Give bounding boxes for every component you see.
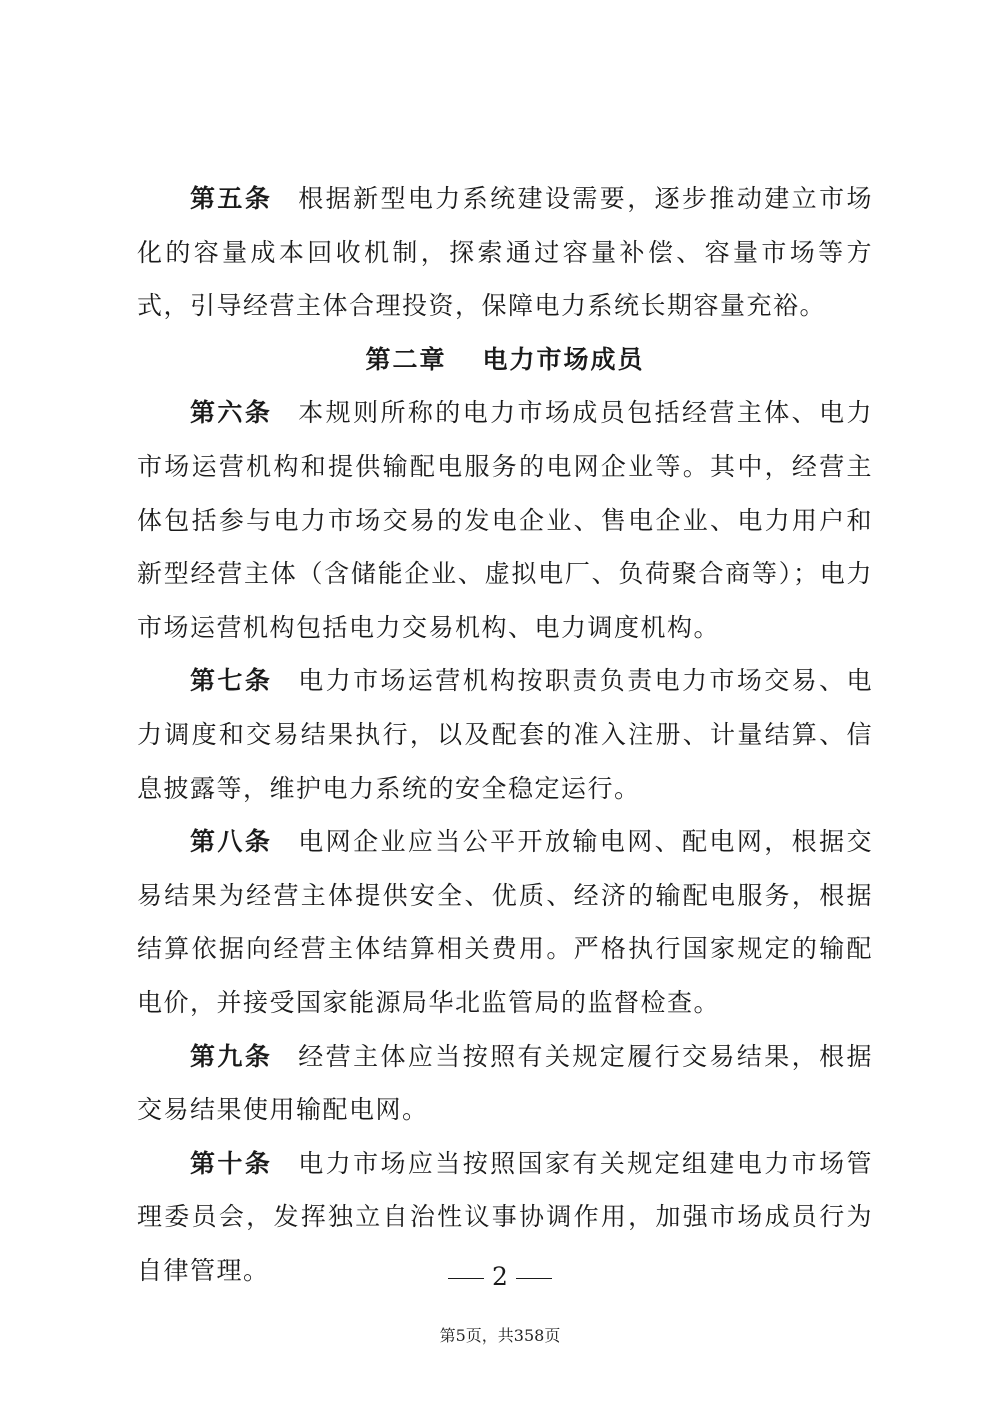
page-number-dash-right <box>516 1278 552 1279</box>
article-paragraph <box>137 654 873 815</box>
page-footer: 第5页，共358页 <box>439 1326 561 1345</box>
article-paragraph <box>137 386 873 654</box>
page-number-value: 2 <box>492 1262 508 1291</box>
article-text: 本规则所称的电力市场成员包括经营主体、电力市场运营机构和提供输配电服务的电网企业等。其中，经营主体包括参与电力市场交易的发电企业、售电企业、电力用户和新型经营主体（含储能企业、虚拟电厂、负荷聚合商等）；电力市场运营机构包括电力交易机构、电力调度机构。 <box>137 398 873 642</box>
chapter-number: 第二章 <box>365 344 447 374</box>
article-paragraph <box>137 172 873 333</box>
chapter-heading <box>137 333 873 387</box>
article-number: 第六条 <box>190 398 273 428</box>
page-body <box>137 172 873 1297</box>
article-number: 第八条 <box>190 827 273 857</box>
article-number: 第九条 <box>190 1041 273 1071</box>
article-text: 根据新型电力系统建设需要，逐步推动建立市场化的容量成本回收机制，探索通过容量补偿、容量市场等方式，引导经营主体合理投资，保障电力系统长期容量充裕。 <box>137 184 873 321</box>
page-number <box>0 1262 1000 1292</box>
article-paragraph <box>137 1030 873 1137</box>
page-number-dash-left <box>448 1278 484 1279</box>
article-number: 第十条 <box>190 1148 273 1178</box>
article-number: 第七条 <box>190 666 273 696</box>
article-text: 电力市场应当按照国家有关规定组建电力市场管理委员会，发挥独立自治性议事协调作用，加强市场成员行为自律管理。 <box>137 1148 873 1285</box>
chapter-title: 电力市场成员 <box>482 344 645 374</box>
article-paragraph <box>137 815 873 1029</box>
article-text: 电网企业应当公平开放输电网、配电网，根据交易结果为经营主体提供安全、优质、经济的输配电服务，根据结算依据向经营主体结算相关费用。严格执行国家规定的输配电价，并接受国家能源局华北监管局的监督检查。 <box>137 827 873 1017</box>
article-text: 经营主体应当按照有关规定履行交易结果，根据交易结果使用输配电网。 <box>137 1041 873 1125</box>
article-text: 电力市场运营机构按职责负责电力市场交易、电力调度和交易结果执行，以及配套的准入注册、计量结算、信息披露等，维护电力系统的安全稳定运行。 <box>137 666 873 803</box>
article-number: 第五条 <box>190 184 273 213</box>
